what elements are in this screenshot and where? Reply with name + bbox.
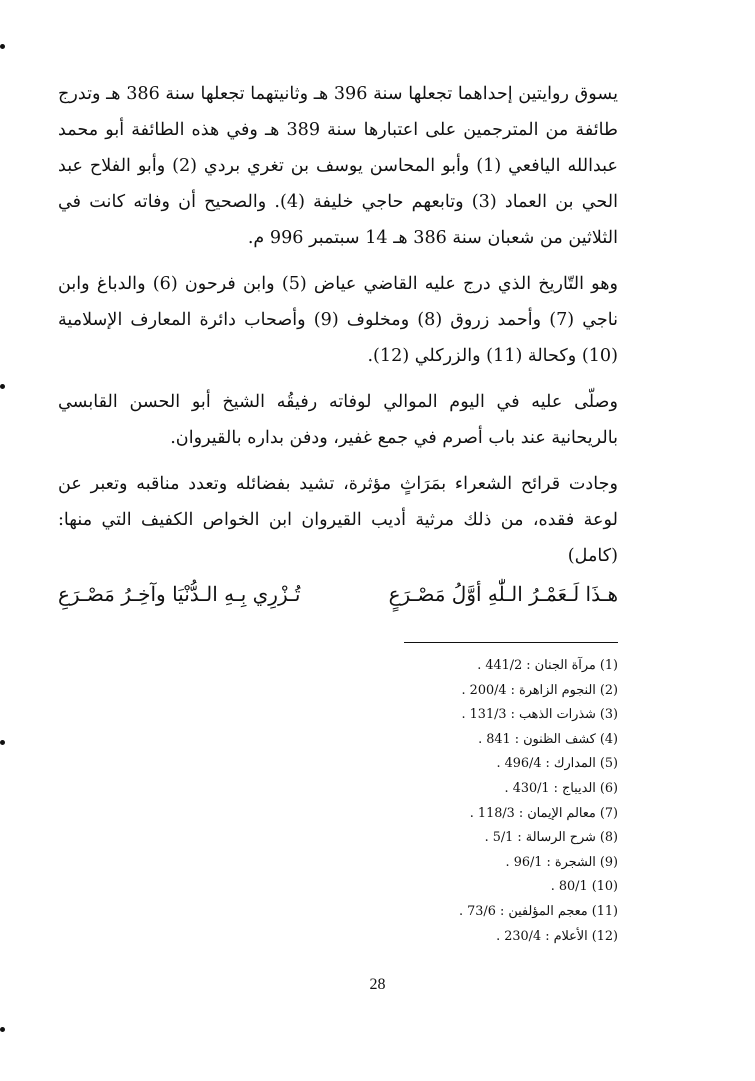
main-text — [58, 76, 618, 612]
footnotes — [318, 654, 618, 949]
paragraph-text: وصلّى عليه في اليوم الموالي لوفاته رفيقُه الشيخ أبو الحسن القابسي بالريحانية عند باب أصرم في جمع غفير، ودفن بداره بالقيروان. — [58, 392, 618, 448]
footnote: (11) معجم المؤلفين : 73/6 . — [458, 903, 618, 919]
paragraph-1 — [58, 76, 618, 256]
paragraph-2 — [58, 266, 618, 374]
paragraph-text: وجادت قرائح الشعراء بمَرَاثٍ مؤثرة، تشيد بفضائله وتعدد مناقبه وتعبر عن لوعة فقده، من ذلك مرثية أديب القيروان ابن الخواص الكفيف التي منها: (كامل) — [58, 474, 618, 566]
scan-mark — [0, 384, 5, 389]
footnote: (12) الأعلام : 230/4 . — [496, 928, 618, 944]
poem-verse — [58, 576, 618, 612]
paragraph-3 — [58, 384, 618, 456]
footnote: (7) معالم الإيمان : 118/3 . — [469, 805, 618, 821]
page-number: 28 — [369, 976, 386, 993]
footnote: (2) النجوم الزاهرة : 200/4 . — [461, 682, 618, 698]
footnote: (3) شذرات الذهب : 131/3 . — [461, 707, 618, 723]
paragraph-text: يسوق روايتين إحداهما تجعلها سنة 396 هـ وثانيتهما تجعلها سنة 386 هـ وتدرج طائفة من المترجمين على اعتبارها سنة 389 هـ وفي هذه الطائفة أبو محمد عبدالله اليافعي (1) وأبو المحاسن يوسف بن تغري بردي (2) وأبو الفلاح عبد الحي بن العماد (3) وتابعهم حاجي خليفة (4). والصحيح أن وفاته كانت في الثلاثين من شعبان سنة 386 هـ 14 سبتمبر 996 م. — [58, 84, 618, 248]
verse-second-hemistich: تُـزْرِي بِـهِ الـدُّنْيَا وآخِـرُ مَصْـرَعِ — [58, 582, 301, 606]
footnote: (4) كشف الظنون : 841 . — [478, 731, 618, 747]
footnote-separator — [404, 642, 618, 643]
scan-mark — [0, 44, 5, 49]
verse-first-hemistich: هـذَا لَـعَمْـرُ الـلّٰهِ أوَّلُ مَصْـرَعٍ — [388, 582, 618, 606]
scan-mark — [0, 1027, 5, 1032]
footnote: (5) المدارك : 496/4 . — [496, 756, 618, 772]
footnote: (9) الشجرة : 96/1 . — [505, 854, 618, 870]
paragraph-text: وهو التّاريخ الذي درج عليه القاضي عياض (5) وابن فرحون (6) والدباغ وابن ناجي (7) وأحمد زروق (8) ومخلوف (9) وأصحاب دائرة المعارف الإسلامية (10) وكحالة (11) والزركلي (12). — [58, 274, 619, 366]
footnote: (8) شرح الرسالة : 5/1 . — [484, 830, 618, 846]
footnote: (6) الديباج : 430/1 . — [504, 780, 618, 796]
scan-mark — [0, 740, 5, 745]
paragraph-4 — [58, 466, 618, 574]
footnote: (10) 80/1 . — [550, 879, 618, 895]
footnote: (1) مرآة الجنان : 441/2 . — [477, 658, 618, 673]
